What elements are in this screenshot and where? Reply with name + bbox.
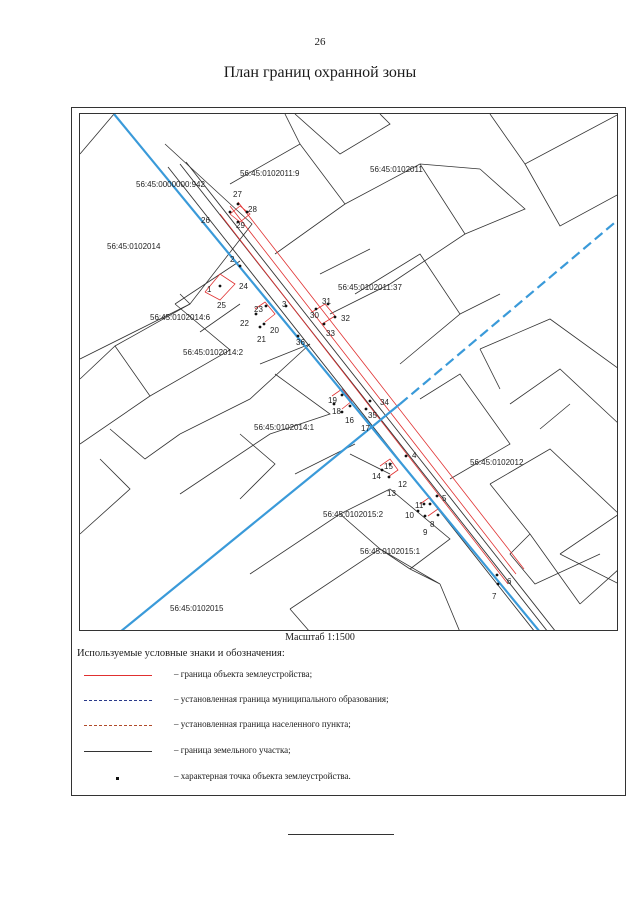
legend-item-characteristic-point [84, 771, 604, 785]
parcel-label: 56:45:0102014 [107, 242, 161, 251]
parcel-label: 56:45:0102011:37 [338, 283, 402, 292]
point-label: 6 [507, 577, 512, 586]
point-label: 21 [257, 335, 266, 344]
point-label: 13 [387, 489, 396, 498]
point-label: 23 [254, 305, 263, 314]
point-label: 2 [230, 255, 235, 264]
parcel-label: 56:45:0102014:2 [183, 348, 244, 357]
parcel-label: 56:45:0102015 [170, 604, 224, 613]
parcel-label: 56:45:0102011 [370, 165, 423, 174]
legend-label: – характерная точка объекта землеустройства. [174, 771, 351, 781]
legend-item-settlement-boundary [84, 719, 604, 733]
parcel-labels [107, 165, 524, 613]
parcel-label: 56:45:0102015:1 [360, 547, 421, 556]
point-label: 32 [341, 314, 350, 323]
point-label: 36 [296, 338, 305, 347]
point-label: 18 [332, 407, 341, 416]
point-label: 12 [398, 480, 407, 489]
point-swatch [116, 777, 119, 780]
point-label: 14 [372, 472, 381, 481]
legend-title: Используемые условные знаки и обозначения: [77, 648, 285, 659]
point-label: 15 [384, 462, 393, 471]
point-label: 31 [322, 297, 331, 306]
point-label: 34 [380, 398, 389, 407]
point-label: 29 [236, 221, 245, 230]
point-label: 8 [430, 520, 435, 529]
point-label: 35 [368, 411, 377, 420]
legend-label: – установленная граница муниципального образования; [174, 694, 389, 704]
legend-item-municipal-boundary [84, 694, 604, 708]
point-label: 30 [310, 311, 319, 320]
object-boundary [205, 202, 524, 584]
parcel-label: 56:45:0102011:9 [240, 169, 300, 178]
characteristic-points [219, 203, 500, 586]
page-number: 26 [314, 36, 326, 48]
legend-label: – граница объекта землеустройства; [174, 669, 313, 679]
point-label: 11 [415, 501, 424, 510]
parcel-label: 56:45:0102014:6 [150, 313, 211, 322]
legend-item-land-plot-boundary [84, 745, 604, 759]
red-line-swatch [84, 675, 152, 676]
map-canvas [80, 114, 618, 631]
document-title: План границ охранной зоны [223, 64, 417, 81]
legend-label: – граница земельного участка; [174, 745, 291, 755]
point-label: 25 [217, 301, 226, 310]
point-label: 17 [361, 424, 370, 433]
dashdot-blue-swatch [84, 700, 152, 701]
point-label: 10 [405, 511, 414, 520]
point-label: 22 [240, 319, 249, 328]
map-scale: Масштаб 1:1500 [285, 632, 355, 643]
legend-item-object-boundary [84, 669, 604, 683]
parcel-label: 56:45:0102015:2 [323, 510, 384, 519]
point-label: 9 [423, 528, 428, 537]
parcel-label: 56:45:0102014:1 [254, 423, 315, 432]
point-label: 16 [345, 416, 354, 425]
dashdot-brown-swatch [84, 725, 152, 726]
parcel-label: 56:45:0000000:942 [136, 180, 205, 189]
point-labels [201, 190, 512, 601]
point-label: 28 [248, 205, 257, 214]
signature-line [288, 834, 394, 835]
point-label: 24 [239, 282, 248, 291]
point-label: 5 [442, 494, 447, 503]
point-label: 7 [492, 592, 497, 601]
point-label: 3 [282, 300, 287, 309]
point-label: 33 [326, 329, 335, 338]
parcel-label: 56:45:0102012 [470, 458, 524, 467]
point-label: 20 [270, 326, 279, 335]
cadastral-map [79, 113, 618, 631]
point-label: 4 [412, 451, 417, 460]
black-line-swatch [84, 751, 152, 752]
point-label: 26 [201, 216, 210, 225]
parcel-boundaries [80, 114, 618, 631]
point-label: 1 [207, 285, 212, 294]
point-label: 19 [328, 396, 337, 405]
legend-label: – установленная граница населенного пункта; [174, 719, 351, 729]
point-label: 27 [233, 190, 242, 199]
